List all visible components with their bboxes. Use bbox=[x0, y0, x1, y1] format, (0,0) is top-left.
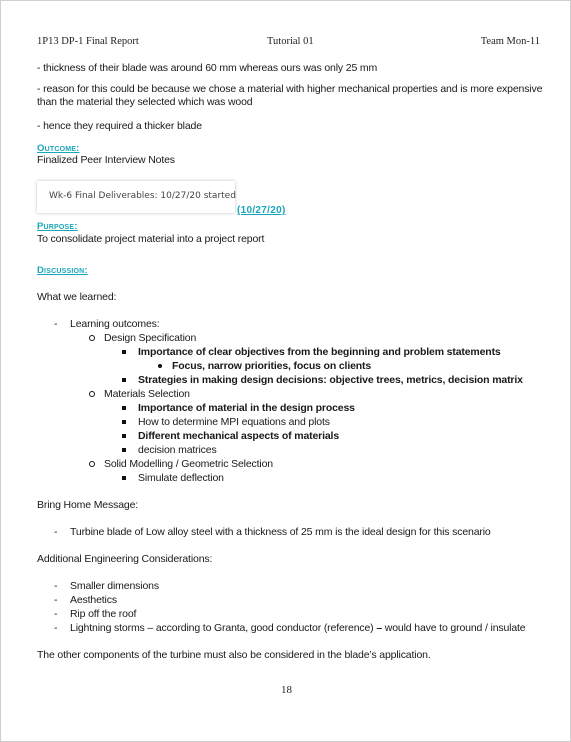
ms-item-1: Importance of material in the design process bbox=[138, 402, 355, 414]
outcome-heading: Outcome: bbox=[37, 143, 80, 154]
additional-item-3: Rip off the roof bbox=[70, 608, 137, 620]
header-team: Team Mon-11 bbox=[480, 36, 540, 47]
dash-bullet: - bbox=[54, 580, 58, 592]
ds-item-2: Strategies in making design decisions: objective trees, metrics, decision matrix bbox=[138, 374, 523, 386]
dash-bullet: - bbox=[54, 594, 58, 606]
outcome-text: Finalized Peer Interview Notes bbox=[37, 154, 175, 166]
deliverables-card[interactable] bbox=[37, 181, 235, 213]
ds-sub-1: Focus, narrow priorities, focus on clients bbox=[172, 360, 372, 372]
page-header bbox=[37, 36, 540, 50]
what-we-learned: What we learned: bbox=[37, 291, 117, 303]
square-bullet bbox=[122, 402, 126, 410]
dash-bullet: - bbox=[54, 622, 58, 634]
square-bullet bbox=[122, 430, 126, 438]
circle-bullet bbox=[89, 388, 95, 397]
ms-item-4: decision matrices bbox=[138, 444, 217, 456]
intro-line-1: - thickness of their blade was around 60 mm whereas ours was only 25 mm bbox=[37, 62, 378, 74]
date-link[interactable]: (10/27/20) bbox=[237, 205, 286, 216]
intro-line-2: - reason for this could be because we chose a material with higher mechanical properties and is more expensive than the material they selected which was wood bbox=[37, 83, 543, 108]
learning-outcomes: Learning outcomes: bbox=[70, 318, 160, 330]
purpose-text: To consolidate project material into a project report bbox=[37, 233, 265, 245]
square-bullet bbox=[122, 346, 126, 354]
closing-text: The other components of the turbine must also be considered in the blade’s application. bbox=[37, 649, 431, 661]
dash-bullet: - bbox=[54, 526, 58, 538]
square-bullet bbox=[122, 444, 126, 452]
bold-dash: – bbox=[376, 622, 383, 634]
square-bullet bbox=[122, 472, 126, 480]
additional-item-4-text: Lightning storms – according to Granta, good conductor (reference) bbox=[70, 622, 374, 634]
square-bullet bbox=[122, 416, 126, 424]
header-tutorial: Tutorial 01 bbox=[267, 36, 314, 47]
dot-bullet bbox=[158, 360, 162, 368]
additional-title: Additional Engineering Considerations: bbox=[37, 553, 213, 565]
circle-bullet bbox=[89, 332, 95, 341]
intro-line-3: - hence they required a thicker blade bbox=[37, 120, 202, 132]
sm-item-1: Simulate deflection bbox=[138, 472, 224, 484]
additional-item-1: Smaller dimensions bbox=[70, 580, 159, 592]
bring-home-item: Turbine blade of Low alloy steel with a thickness of 25 mm is the ideal design for this scenario bbox=[70, 526, 491, 538]
ms-item-3: Different mechanical aspects of materials bbox=[138, 430, 340, 442]
circle-bullet bbox=[89, 458, 95, 467]
deliverables-card-text: Wk-6 Final Deliverables: 10/27/20 started bbox=[49, 191, 236, 201]
additional-item-4-tail: would have to ground / insulate bbox=[384, 622, 526, 634]
header-course: 1P13 DP-1 Final Report bbox=[37, 36, 139, 47]
solid-modelling: Solid Modelling / Geometric Selection bbox=[104, 458, 273, 470]
ms-item-2: How to determine MPI equations and plots bbox=[138, 416, 330, 428]
bring-home-title: Bring Home Message: bbox=[37, 499, 139, 511]
purpose-heading: Purpose: bbox=[37, 221, 78, 232]
ds-item-1: Importance of clear objectives from the beginning and problem statements bbox=[138, 346, 501, 358]
dash-bullet: - bbox=[54, 608, 58, 620]
square-bullet bbox=[122, 374, 126, 382]
discussion-heading: Discussion: bbox=[37, 265, 88, 276]
additional-item-2: Aesthetics bbox=[70, 594, 117, 606]
materials-selection: Materials Selection bbox=[104, 388, 190, 400]
dash-bullet: - bbox=[54, 318, 58, 330]
design-specification: Design Specification bbox=[104, 332, 197, 344]
additional-item-4 bbox=[70, 622, 526, 635]
page-number: 18 bbox=[281, 684, 292, 696]
